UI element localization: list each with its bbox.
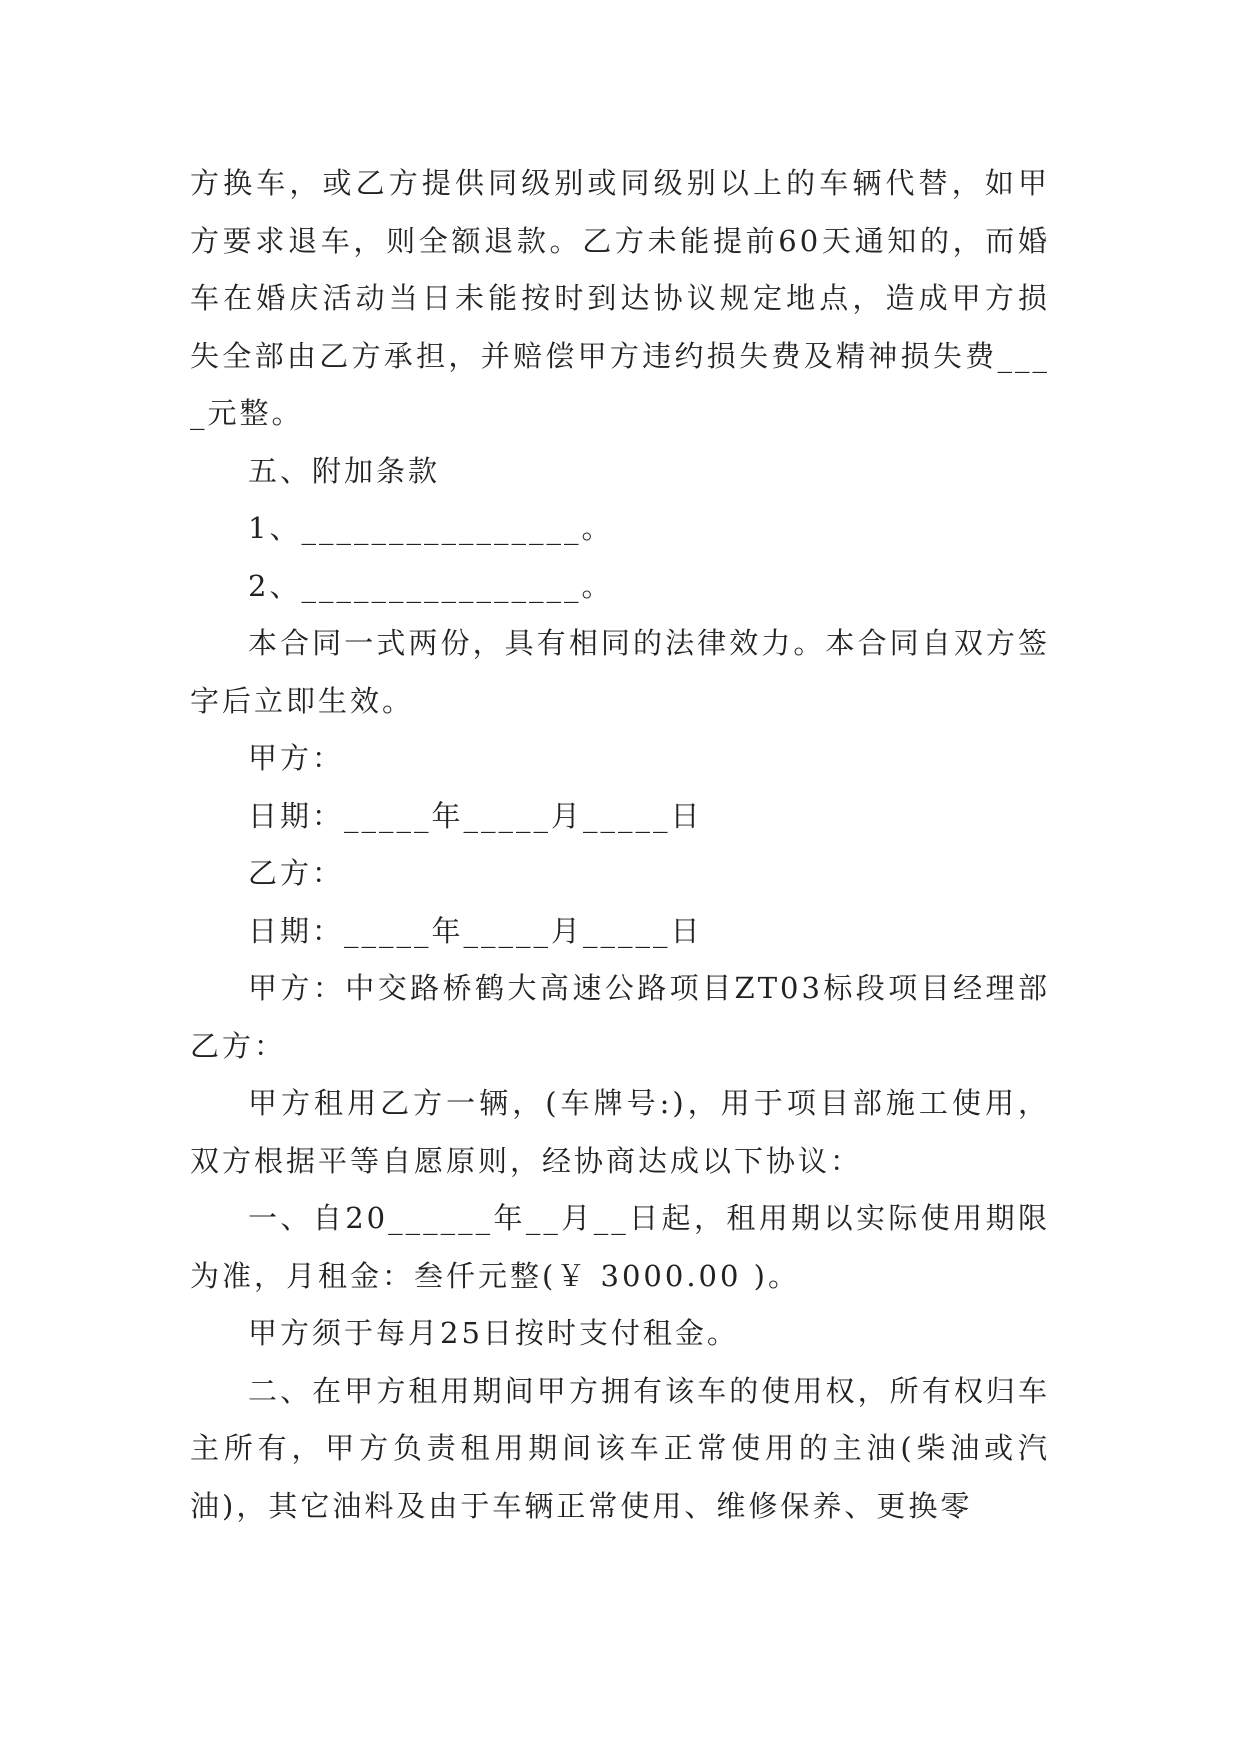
clause-2-usage-rights: 二、在甲方租用期间甲方拥有该车的使用权，所有权归车主所有，甲方负责租用期间该车正常使用的主油(柴油或汽油)，其它油料及由于车辆正常使用、维修保养、更换零	[190, 1373, 1050, 1523]
paragraph-parties: 甲方：中交路桥鹤大高速公路项目ZT03标段项目经理部乙方：	[190, 971, 1050, 1063]
heading-additional-terms: 五、附加条款	[248, 453, 441, 488]
party-b-signature: 乙方：	[248, 856, 345, 890]
paragraph-vehicle-replacement: 方换车，或乙方提供同级别或同级别以上的车辆代替，如甲方要求退车，则全额退款。乙方未能提前60天通知的，而婚车在婚庆活动当日未能按时到达协议规定地点，造成甲方损失全部由乙方承担，并赔偿甲方违约损失费及精神损失费____元整。	[190, 166, 1050, 430]
paragraph-contract-validity: 本合同一式两份，具有相同的法律效力。本合同自双方签字后立即生效。	[190, 626, 1050, 718]
additional-term-1: 1、________________。	[248, 511, 614, 545]
paragraph-lease-intro: 甲方租用乙方一辆，(车牌号:)，用于项目部施工使用，双方根据平等自愿原则，经协商达成以下协议：	[190, 1086, 1050, 1178]
party-a-date: 日期：_____年_____月_____日	[248, 798, 703, 833]
clause-1-term-rent: 一、自20______年__月__日起，租用期以实际使用期限为准，月租金：叁仟元整(￥ 3000.00 )。	[190, 1201, 1050, 1293]
additional-term-2: 2、________________。	[248, 568, 614, 603]
document-body	[190, 155, 1050, 1535]
party-b-date: 日期：_____年_____月_____日	[248, 913, 703, 948]
party-a-signature: 甲方：	[248, 741, 345, 775]
paragraph-payment-date: 甲方须于每月25日按时支付租金。	[248, 1316, 739, 1350]
